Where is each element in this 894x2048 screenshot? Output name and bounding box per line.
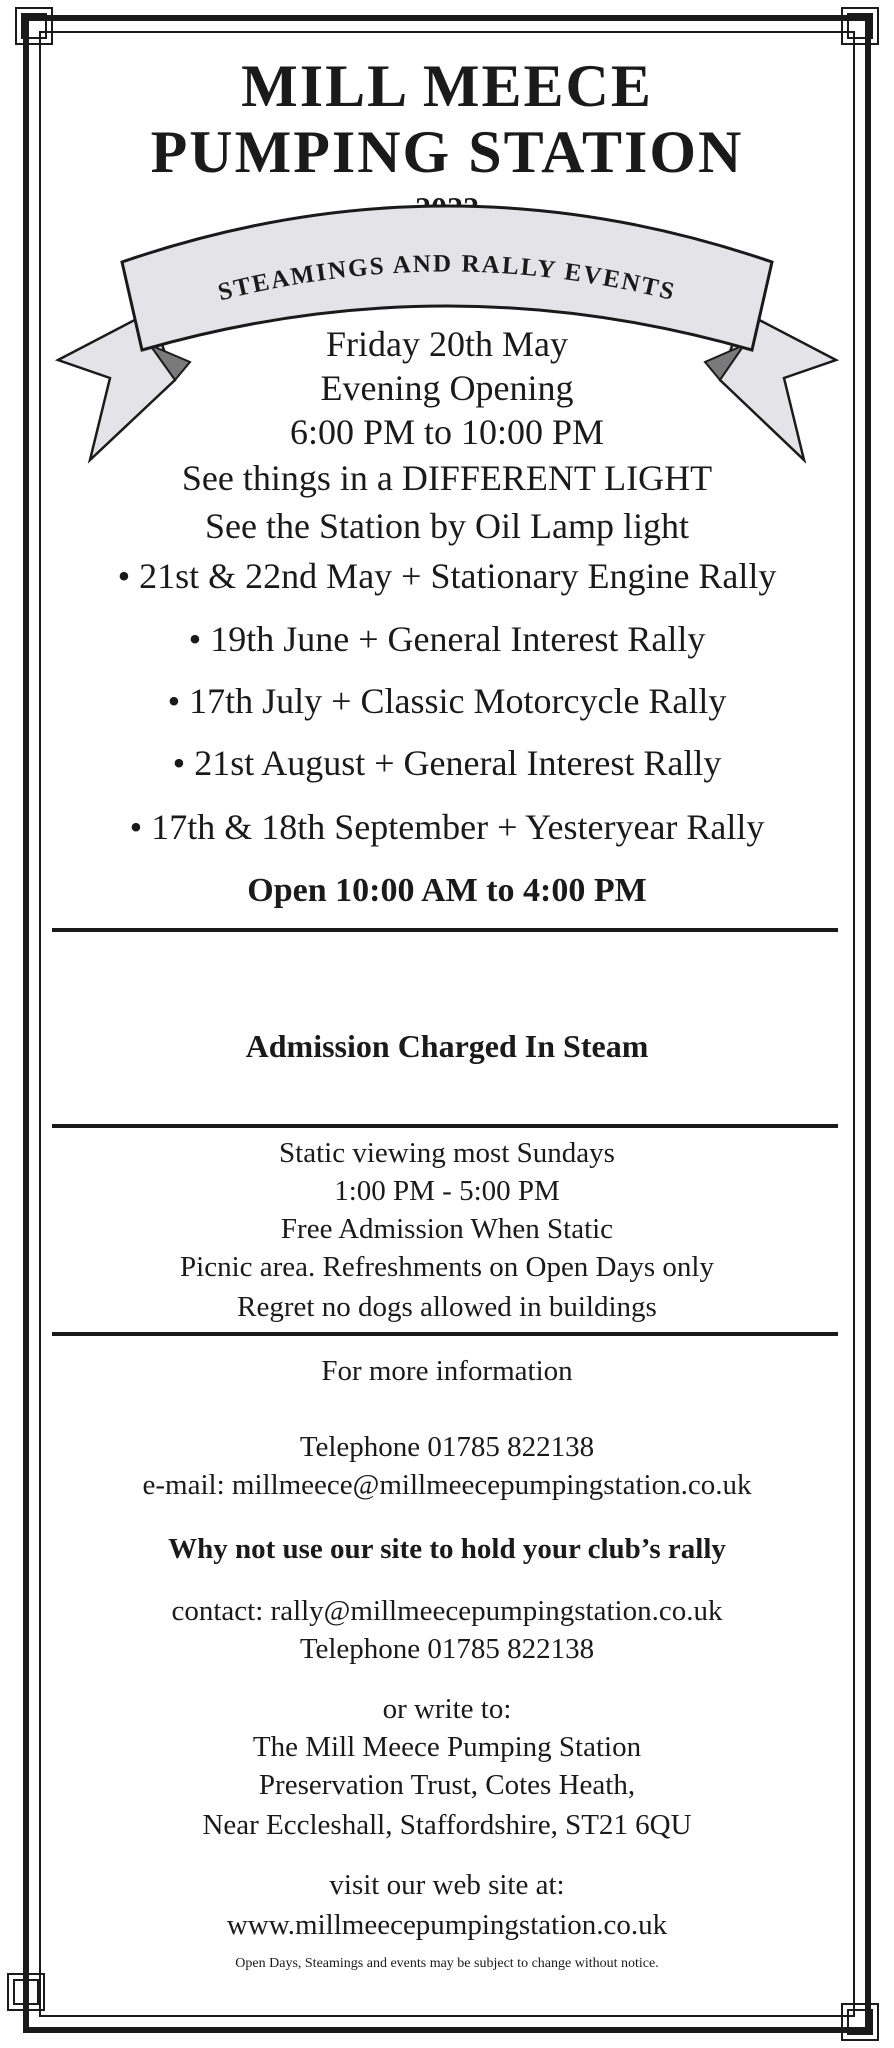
rally-text: 19th June + General Interest Rally bbox=[210, 619, 706, 659]
divider bbox=[52, 928, 838, 932]
divider bbox=[52, 1124, 838, 1128]
banner-text: STEAMINGS AND RALLY EVENTS bbox=[215, 250, 679, 307]
website-label: visit our web site at: bbox=[329, 1869, 565, 1901]
rally-text: 21st August + General Interest Rally bbox=[194, 743, 722, 783]
rally-telephone: Telephone 01785 822138 bbox=[299, 1633, 595, 1665]
static-line-5: Regret no dogs allowed in buildings bbox=[237, 1291, 657, 1323]
rally-item: • 19th June + General Interest Rally bbox=[188, 619, 706, 659]
disclaimer: Open Days, Steamings and events may be subject to change without notice. bbox=[235, 1956, 659, 1971]
rally-item: • 21st & 22nd May + Stationary Engine Rally bbox=[117, 556, 777, 596]
divider bbox=[52, 1332, 838, 1336]
rally-contact-email[interactable]: contact: rally@millmeecepumpingstation.co.uk bbox=[171, 1595, 723, 1627]
evening-label: Evening Opening bbox=[320, 368, 574, 408]
open-hours: Open 10:00 AM to 4:00 PM bbox=[247, 872, 647, 909]
static-line-1: Static viewing most Sundays bbox=[279, 1137, 615, 1169]
address-line-1: The Mill Meece Pumping Station bbox=[252, 1731, 642, 1763]
rally-item: • 17th & 18th September + Yesteryear Rally bbox=[129, 807, 765, 847]
title-line-2: PUMPING STATION bbox=[150, 119, 744, 185]
static-line-2: 1:00 PM - 5:00 PM bbox=[334, 1175, 560, 1207]
rally-text: 17th July + Classic Motorcycle Rally bbox=[189, 681, 727, 721]
more-info-heading: For more information bbox=[321, 1355, 573, 1387]
club-rally-heading: Why not use our site to hold your club’s rally bbox=[168, 1533, 726, 1565]
evening-date: Friday 20th May bbox=[326, 324, 568, 364]
rally-item: • 17th July + Classic Motorcycle Rally bbox=[167, 681, 727, 721]
title-line-1: MILL MEECE bbox=[241, 53, 653, 119]
admission-note: Admission Charged In Steam bbox=[245, 1028, 649, 1064]
rally-text: 21st & 22nd May + Stationary Engine Rally bbox=[139, 556, 777, 596]
write-to-label: or write to: bbox=[382, 1693, 512, 1725]
address-line-2: Preservation Trust, Cotes Heath, bbox=[258, 1769, 636, 1801]
evening-tagline-1: See things in a DIFFERENT LIGHT bbox=[181, 458, 713, 498]
email-link[interactable]: e-mail: millmeece@millmeecepumpingstation.co.uk bbox=[142, 1469, 752, 1501]
static-line-3: Free Admission When Static bbox=[280, 1213, 614, 1245]
website-link[interactable]: www.millmeecepumpingstation.co.uk bbox=[226, 1909, 668, 1941]
address-line-3: Near Eccleshall, Staffordshire, ST21 6QU bbox=[202, 1809, 692, 1841]
evening-time: 6:00 PM to 10:00 PM bbox=[289, 412, 605, 452]
rally-item: • 21st August + General Interest Rally bbox=[172, 743, 722, 783]
rally-text: 17th & 18th September + Yesteryear Rally bbox=[151, 807, 765, 847]
evening-tagline-2: See the Station by Oil Lamp light bbox=[205, 506, 689, 546]
static-line-4: Picnic area. Refreshments on Open Days only bbox=[180, 1251, 714, 1283]
telephone: Telephone 01785 822138 bbox=[299, 1431, 595, 1463]
